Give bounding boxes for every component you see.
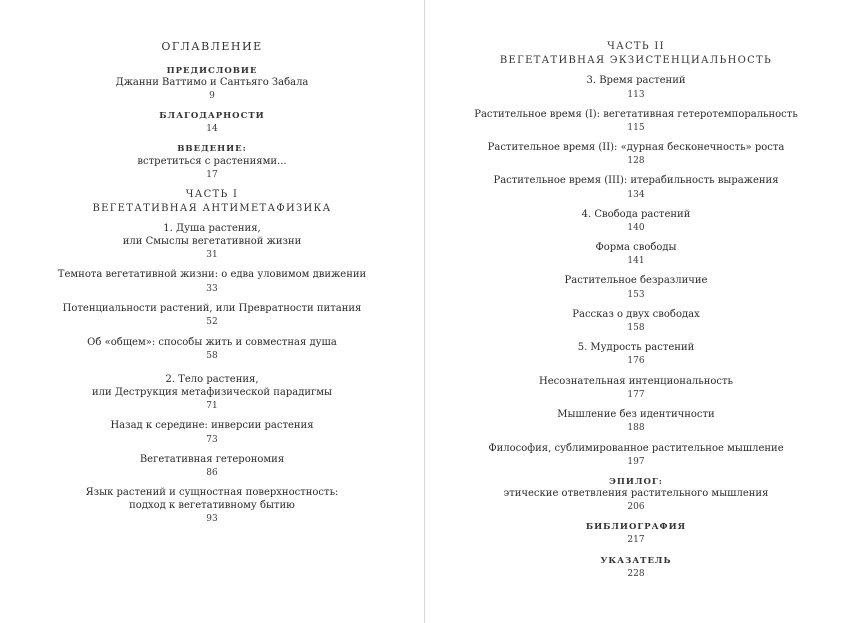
chapter4-title: 4. Свобода растений xyxy=(581,209,691,220)
epilogue-text: этические ответвления растительного мышления xyxy=(503,488,769,499)
toc-entry: Философия, сублимированное растительное мышление xyxy=(488,443,784,454)
toc-entry: Язык растений и сущностная поверхностность: xyxy=(85,487,339,498)
toc-entry: Растительное безразличие xyxy=(564,275,708,286)
index-heading: УКАЗАТЕЛЬ xyxy=(600,556,672,566)
chapter1-page: 31 xyxy=(206,250,218,260)
chapter1-title: 1. Душа растения, xyxy=(163,223,261,234)
chapter5-page: 176 xyxy=(627,356,645,366)
intro-page: 17 xyxy=(206,170,218,180)
bibliography-page: 217 xyxy=(627,535,645,545)
toc-entry-page: 188 xyxy=(627,423,645,433)
index-page: 228 xyxy=(627,569,645,579)
toc-entry-page: 128 xyxy=(627,156,645,166)
toc-entry-page: 33 xyxy=(206,284,218,294)
chapter2-subtitle: или Деструкция метафизической парадигмы xyxy=(92,387,332,398)
toc-entry-page: 52 xyxy=(206,317,218,327)
toc-entry-page: 197 xyxy=(627,457,645,467)
toc-entry: Несознательная интенциональность xyxy=(539,376,733,387)
toc-entry: Об «общем»: способы жить и совместная душа xyxy=(87,337,337,348)
chapter4-page: 140 xyxy=(627,223,645,233)
toc-entry: Вегетативная гетерономия xyxy=(139,454,285,465)
chapter1-subtitle: или Смыслы вегетативной жизни xyxy=(122,236,302,247)
intro-text: встретиться с растениями... xyxy=(137,156,287,167)
toc-entry-page: 58 xyxy=(206,351,218,361)
toc-entry: Потенциальности растений, или Превратности питания xyxy=(62,303,362,314)
bibliography-heading: БИБЛИОГРАФИЯ xyxy=(585,522,687,532)
toc-entry: Назад к середине: инверсии растения xyxy=(110,420,314,431)
toc-entry: Темнота вегетативной жизни: о едва уловимом движении xyxy=(57,269,367,280)
toc-entry-page: 86 xyxy=(206,468,218,478)
toc-entry-page: 134 xyxy=(627,190,645,200)
part2-heading: ЧАСТЬ II xyxy=(607,41,665,52)
part1-subtitle: ВЕГЕТАТИВНАЯ АНТИМЕТАФИЗИКА xyxy=(92,203,332,214)
toc-title: ОГЛАВЛЕНИЕ xyxy=(161,40,263,53)
chapter2-title: 2. Тело растения, xyxy=(165,374,259,385)
right-page xyxy=(425,0,847,623)
toc-entry-page: 153 xyxy=(627,290,645,300)
toc-entry-page: 73 xyxy=(206,435,218,445)
toc-entry: Рассказ о двух свободах xyxy=(572,309,700,320)
part2-subtitle: ВЕГЕТАТИВНАЯ ЭКЗИСТЕНЦИАЛЬНОСТЬ xyxy=(499,55,773,66)
toc-entry: Мышление без идентичности xyxy=(557,409,715,420)
chapter2-page: 71 xyxy=(206,401,218,411)
ack-page: 14 xyxy=(206,124,218,134)
intro-heading: ВВЕДЕНИЕ: xyxy=(177,144,247,154)
toc-entry: Форма свободы xyxy=(595,242,677,253)
foreword-heading: ПРЕДИСЛОВИЕ xyxy=(166,66,258,76)
toc-entry: Растительное время (I): вегетативная гетеротемпоральность xyxy=(474,109,798,120)
toc-entry-cont: подход к вегетативному бытию xyxy=(129,500,295,511)
toc-entry-page: 115 xyxy=(627,123,645,133)
toc-entry-page: 158 xyxy=(627,323,645,333)
epilogue-heading: ЭПИЛОГ: xyxy=(609,477,663,487)
part1-heading: ЧАСТЬ I xyxy=(185,189,239,200)
toc-entry: Растительное время (III): итерабильность выражения xyxy=(493,175,779,186)
foreword-page: 9 xyxy=(209,91,215,101)
toc-entry: Растительное время (II): «дурная бесконечность» роста xyxy=(487,142,785,153)
toc-entry-page: 93 xyxy=(206,514,218,524)
chapter3-title: 3. Время растений xyxy=(586,75,686,86)
ack-heading: БЛАГОДАРНОСТИ xyxy=(159,111,265,121)
chapter5-title: 5. Мудрость растений xyxy=(577,342,695,353)
chapter3-page: 113 xyxy=(627,90,645,100)
epilogue-page: 206 xyxy=(627,502,645,512)
toc-entry-page: 177 xyxy=(627,390,645,400)
toc-entry-page: 141 xyxy=(627,256,645,266)
foreword-text: Джанни Ваттимо и Сантьяго Забала xyxy=(115,77,309,88)
